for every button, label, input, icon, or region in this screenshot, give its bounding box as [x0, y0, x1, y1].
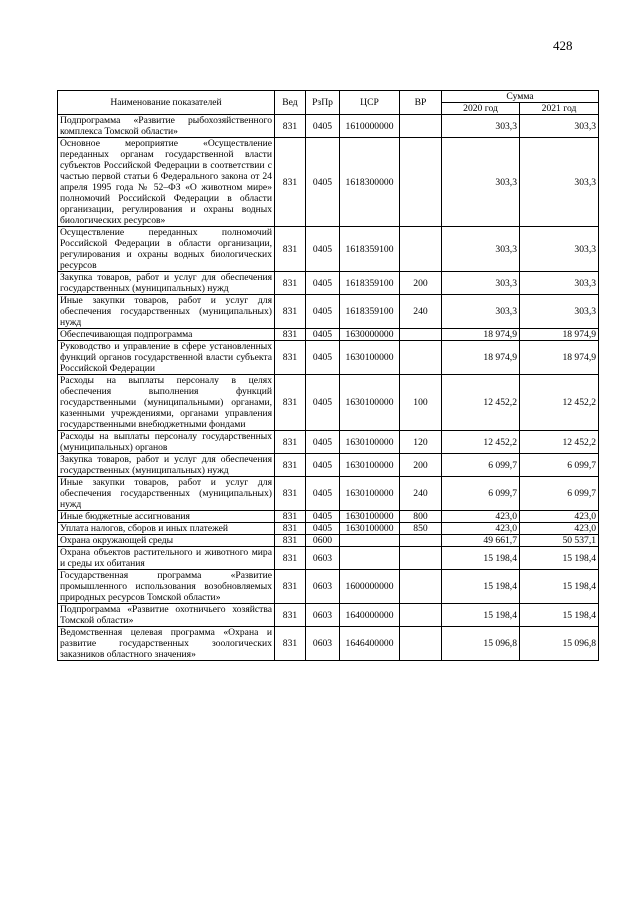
cell-ved: 831 — [275, 570, 306, 604]
cell-rzpr: 0405 — [306, 511, 340, 523]
cell-csr: 1630100000 — [340, 477, 400, 511]
table-row — [58, 547, 599, 570]
cell-vr — [400, 570, 442, 604]
cell-ved: 831 — [275, 523, 306, 535]
cell-vr: 100 — [400, 375, 442, 431]
table-row — [58, 431, 599, 454]
cell-vr — [400, 138, 442, 227]
table-row — [58, 375, 599, 431]
cell-ved: 831 — [275, 535, 306, 547]
cell-csr: 1600000000 — [340, 570, 400, 604]
cell-2021: 423,0 — [520, 511, 599, 523]
cell-2021: 15 096,8 — [520, 627, 599, 661]
cell-name: Иные закупки товаров, работ и услуг для обеспечения государственных (муниципальных) нужд — [58, 477, 275, 511]
header-sum: Сумма — [442, 91, 599, 103]
cell-name: Закупка товаров, работ и услуг для обеспечения государственных (муниципальных) нужд — [58, 272, 275, 295]
cell-name: Уплата налогов, сборов и иных платежей — [58, 523, 275, 535]
cell-csr: 1618359100 — [340, 227, 400, 272]
cell-rzpr: 0405 — [306, 227, 340, 272]
cell-csr: 1618300000 — [340, 138, 400, 227]
cell-2020: 49 661,7 — [442, 535, 520, 547]
header-rzpr: РзПр — [306, 91, 340, 115]
cell-2021: 303,3 — [520, 227, 599, 272]
cell-csr: 1630100000 — [340, 523, 400, 535]
cell-rzpr: 0405 — [306, 454, 340, 477]
cell-vr — [400, 627, 442, 661]
table-body — [58, 115, 599, 661]
table-row — [58, 454, 599, 477]
cell-ved: 831 — [275, 341, 306, 375]
cell-ved: 831 — [275, 272, 306, 295]
cell-name: Охрана окружающей среды — [58, 535, 275, 547]
cell-rzpr: 0603 — [306, 547, 340, 570]
cell-ved: 831 — [275, 454, 306, 477]
cell-rzpr: 0405 — [306, 375, 340, 431]
cell-csr: 1646400000 — [340, 627, 400, 661]
cell-vr — [400, 604, 442, 627]
cell-2021: 18 974,9 — [520, 341, 599, 375]
header-name: Наименование показателей — [58, 91, 275, 115]
cell-name: Подпрограмма «Развитие охотничьего хозяйства Томской области» — [58, 604, 275, 627]
cell-2020: 15 198,4 — [442, 570, 520, 604]
cell-2020: 303,3 — [442, 227, 520, 272]
table-row — [58, 138, 599, 227]
cell-csr: 1630000000 — [340, 329, 400, 341]
table-row — [58, 627, 599, 661]
cell-vr — [400, 341, 442, 375]
cell-vr — [400, 227, 442, 272]
header-csr: ЦСР — [340, 91, 400, 115]
table-row — [58, 570, 599, 604]
cell-ved: 831 — [275, 138, 306, 227]
page-number: 428 — [553, 38, 573, 53]
cell-rzpr: 0603 — [306, 570, 340, 604]
budget-table — [57, 90, 599, 661]
cell-ved: 831 — [275, 115, 306, 138]
cell-csr: 1630100000 — [340, 454, 400, 477]
cell-ved: 831 — [275, 329, 306, 341]
cell-2021: 12 452,2 — [520, 431, 599, 454]
cell-rzpr: 0405 — [306, 431, 340, 454]
cell-2021: 50 537,1 — [520, 535, 599, 547]
cell-ved: 831 — [275, 227, 306, 272]
cell-rzpr: 0603 — [306, 604, 340, 627]
cell-rzpr: 0405 — [306, 477, 340, 511]
cell-rzpr: 0603 — [306, 627, 340, 661]
cell-ved: 831 — [275, 547, 306, 570]
table-row — [58, 604, 599, 627]
cell-name: Расходы на выплаты персоналу в целях обеспечения выполнения функций государственными (муниципальными) органами, казенными учреждениями, органами управления государственными внебюджетными фондами — [58, 375, 275, 431]
table-row — [58, 341, 599, 375]
cell-name: Руководство и управление в сфере установленных функций органов государственной власти субъекта Российской Федерации — [58, 341, 275, 375]
cell-vr: 240 — [400, 295, 442, 329]
table-row — [58, 329, 599, 341]
cell-vr: 240 — [400, 477, 442, 511]
cell-csr: 1630100000 — [340, 511, 400, 523]
cell-csr: 1618359100 — [340, 295, 400, 329]
cell-ved: 831 — [275, 477, 306, 511]
cell-name: Расходы на выплаты персоналу государственных (муниципальных) органов — [58, 431, 275, 454]
cell-rzpr: 0405 — [306, 329, 340, 341]
cell-ved: 831 — [275, 627, 306, 661]
cell-ved: 831 — [275, 431, 306, 454]
cell-2021: 303,3 — [520, 138, 599, 227]
cell-2021: 15 198,4 — [520, 547, 599, 570]
cell-csr: 1630100000 — [340, 431, 400, 454]
cell-name: Основное мероприятие «Осуществление переданных органам государственной власти субъектов Российской Федерации в соответствии с частью первой статьи 6 Федерального закона от 24 апреля 1995 года № 52–ФЗ «О животном мире» полномочий Российской Федерации в области организации, регулирования и охраны водных биологических ресурсов» — [58, 138, 275, 227]
table-row — [58, 477, 599, 511]
cell-name: Иные закупки товаров, работ и услуг для обеспечения государственных (муниципальных) нужд — [58, 295, 275, 329]
cell-2020: 6 099,7 — [442, 477, 520, 511]
cell-csr: 1640000000 — [340, 604, 400, 627]
cell-vr — [400, 115, 442, 138]
cell-2021: 423,0 — [520, 523, 599, 535]
cell-vr: 120 — [400, 431, 442, 454]
cell-name: Закупка товаров, работ и услуг для обеспечения государственных (муниципальных) нужд — [58, 454, 275, 477]
table-row — [58, 115, 599, 138]
cell-2021: 18 974,9 — [520, 329, 599, 341]
header-2021: 2021 год — [520, 103, 599, 115]
cell-name: Обеспечивающая подпрограмма — [58, 329, 275, 341]
cell-ved: 831 — [275, 511, 306, 523]
cell-2021: 303,3 — [520, 115, 599, 138]
cell-2020: 12 452,2 — [442, 431, 520, 454]
cell-name: Иные бюджетные ассигнования — [58, 511, 275, 523]
table-row — [58, 295, 599, 329]
cell-2020: 18 974,9 — [442, 341, 520, 375]
cell-2020: 423,0 — [442, 511, 520, 523]
cell-name: Охрана объектов растительного и животного мира и среды их обитания — [58, 547, 275, 570]
cell-2020: 18 974,9 — [442, 329, 520, 341]
table-row — [58, 511, 599, 523]
table-row — [58, 523, 599, 535]
cell-2020: 303,3 — [442, 138, 520, 227]
cell-2021: 6 099,7 — [520, 454, 599, 477]
cell-2020: 15 096,8 — [442, 627, 520, 661]
cell-2020: 15 198,4 — [442, 604, 520, 627]
cell-csr: 1618359100 — [340, 272, 400, 295]
cell-rzpr: 0405 — [306, 523, 340, 535]
header-2020: 2020 год — [442, 103, 520, 115]
cell-vr: 200 — [400, 272, 442, 295]
cell-csr: 1630100000 — [340, 341, 400, 375]
table-row — [58, 227, 599, 272]
cell-2021: 15 198,4 — [520, 604, 599, 627]
cell-name: Государственная программа «Развитие промышленного использования возобновляемых природных ресурсов Томской области» — [58, 570, 275, 604]
cell-rzpr: 0405 — [306, 272, 340, 295]
cell-vr: 800 — [400, 511, 442, 523]
cell-csr — [340, 547, 400, 570]
cell-2020: 303,3 — [442, 295, 520, 329]
cell-vr — [400, 535, 442, 547]
cell-2021: 303,3 — [520, 295, 599, 329]
cell-rzpr: 0405 — [306, 138, 340, 227]
cell-2020: 303,3 — [442, 272, 520, 295]
cell-2021: 15 198,4 — [520, 570, 599, 604]
cell-csr: 1630100000 — [340, 375, 400, 431]
cell-name: Подпрограмма «Развитие рыбохозяйственного комплекса Томской области» — [58, 115, 275, 138]
cell-rzpr: 0405 — [306, 115, 340, 138]
table-row — [58, 535, 599, 547]
cell-2021: 6 099,7 — [520, 477, 599, 511]
header-vr: ВР — [400, 91, 442, 115]
cell-rzpr: 0405 — [306, 295, 340, 329]
cell-vr — [400, 547, 442, 570]
cell-name: Ведомственная целевая программа «Охрана и развитие государственных зоологических заказников областного значения» — [58, 627, 275, 661]
cell-vr: 200 — [400, 454, 442, 477]
cell-2021: 12 452,2 — [520, 375, 599, 431]
cell-2020: 423,0 — [442, 523, 520, 535]
table-row — [58, 272, 599, 295]
cell-2020: 12 452,2 — [442, 375, 520, 431]
cell-csr — [340, 535, 400, 547]
cell-vr — [400, 329, 442, 341]
cell-rzpr: 0405 — [306, 341, 340, 375]
cell-ved: 831 — [275, 375, 306, 431]
header-ved: Вед — [275, 91, 306, 115]
cell-ved: 831 — [275, 604, 306, 627]
cell-2020: 15 198,4 — [442, 547, 520, 570]
cell-2021: 303,3 — [520, 272, 599, 295]
cell-vr: 850 — [400, 523, 442, 535]
cell-ved: 831 — [275, 295, 306, 329]
cell-csr: 1610000000 — [340, 115, 400, 138]
cell-2020: 303,3 — [442, 115, 520, 138]
cell-rzpr: 0600 — [306, 535, 340, 547]
cell-2020: 6 099,7 — [442, 454, 520, 477]
cell-name: Осуществление переданных полномочий Российской Федерации в области организации, регулирования и охраны водных биологических ресурсов — [58, 227, 275, 272]
